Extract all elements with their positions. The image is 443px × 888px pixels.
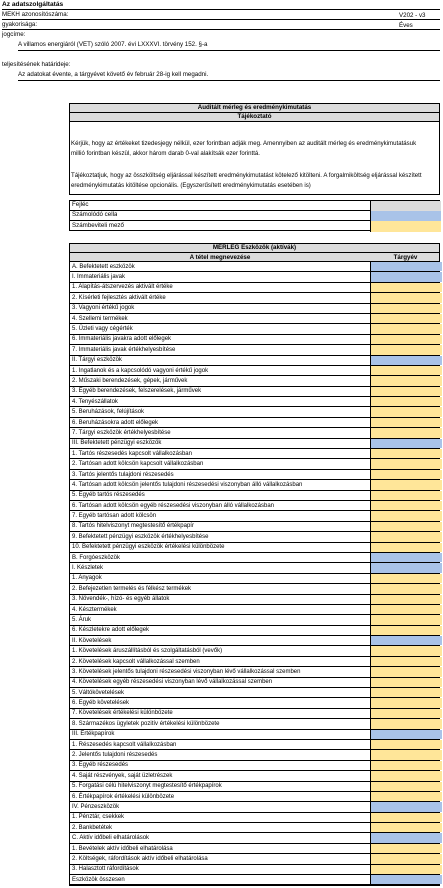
legend-header-label: Fejléc [72,201,89,209]
row-label: 7. Tárgyi eszközök értékhelyesbítése [72,429,171,436]
header-legal-text: A villamos energiáról (VET) szóló 2007. évi LXXXVI. törvény 152. §-a [18,41,440,51]
row-label: 5. Egyéb tartós részesedés [72,492,145,499]
row-label: 2. Bankbetétek [72,824,113,831]
table-row [70,574,439,584]
row-label: 2. Műszaki berendezések, gépek, járművek [72,377,188,384]
row-label: 2. Tartósan adott kölcsön kapcsolt vállalkozásban [72,461,204,468]
row-label: 5. Áruk [72,616,92,623]
header-legal-label: jogcíme: [2,31,26,39]
year-input-cell[interactable] [370,698,442,707]
row-label: I. Immateriális javak [72,274,126,281]
table-row [70,750,439,760]
table-row [70,480,439,490]
year-input-cell[interactable] [370,314,442,323]
year-input-cell[interactable] [370,459,442,468]
table-row [70,418,439,428]
year-computed-cell [370,262,442,271]
year-input-cell[interactable] [370,304,442,313]
year-input-cell[interactable] [370,449,442,458]
notice-paragraph-2: Tájékoztatjuk, hogy az összköltség eljárással készített eredménykimutatást kötelező kitölteni. A forgalmiköltség eljárással készített eredménykimutatás kitöltése opcionális. (Egyszerűsített eredménykimutatás esetében is) [71,172,422,189]
year-input-cell[interactable] [370,750,442,759]
table-row [70,875,439,885]
table-row [70,698,439,708]
year-input-cell[interactable] [370,584,442,593]
year-input-cell[interactable] [370,709,442,718]
year-input-cell[interactable] [370,428,442,437]
year-computed-cell [370,802,442,811]
year-input-cell[interactable] [370,740,442,749]
notice-subtitle: Tájékoztató [70,113,439,122]
row-label: 4. Saját részvények, saját üzletrészek [72,772,173,779]
row-label: C. Aktív időbeli elhatárolások [72,835,150,842]
table-row [70,501,439,511]
row-label: 4. Szellemi termékek [72,315,128,322]
table-row [70,761,439,771]
year-computed-cell [370,636,442,645]
row-label: III. Értékpapírok [72,731,115,738]
year-input-cell[interactable] [370,335,442,344]
table-row [70,595,439,605]
legend-computed-swatch [370,211,441,221]
table-row [70,667,439,677]
year-input-cell[interactable] [370,688,442,697]
year-input-cell[interactable] [370,293,442,302]
year-input-cell[interactable] [370,480,442,489]
table-row [70,678,439,688]
header-freq-value: Éves [399,21,413,29]
row-label: 1. Tartós részesedés kapcsolt vállalkozásban [72,450,192,457]
header-deadline-text: Az adatokat évente, a tárgyévet követő év február 28-ig kell megadni. [18,71,440,81]
legend-computed-row [70,211,439,221]
table-row [70,304,439,314]
year-computed-cell [370,563,442,572]
row-label: 3. Egyéb berendezések, felszerelések, járművek [72,388,202,395]
year-input-cell[interactable] [370,813,442,822]
table-row [70,740,439,750]
year-input-cell[interactable] [370,522,442,531]
row-label: II. Tárgyi eszközök [72,357,122,364]
header-freq-label: gyakorisága: [2,20,38,28]
header-freq-row [2,21,440,30]
table-row [70,813,439,823]
year-input-cell[interactable] [370,605,442,614]
year-computed-cell [370,272,442,281]
table-row [70,397,439,407]
row-label: 7. Követelések értékelési különbözete [72,710,173,717]
legend-header-row [70,201,439,211]
table-row [70,782,439,792]
year-input-cell[interactable] [370,761,442,770]
table-row [70,833,439,843]
legend-computed-label: Számolódó cella [72,211,118,219]
year-computed-cell [370,875,442,884]
table-row [70,563,439,573]
notice-box [69,103,440,195]
row-label: 3. Növendék-, hízó- és egyéb állatok [72,596,170,603]
year-input-cell[interactable] [370,595,442,604]
row-label: 1. Anyagok [72,575,102,582]
table-row [70,854,439,864]
row-label: 10. Befektetett pénzügyi eszközök értékelési különbözete [72,544,225,551]
table-row [70,553,439,563]
form-header [0,0,443,100]
balance-rows [70,262,439,885]
row-label: 4. Tenyészállatok [72,398,118,405]
row-label: 6. Immateriális javakra adott előlegek [72,336,172,343]
table-row [70,584,439,594]
row-label: III. Befektetett pénzügyi eszközök [72,440,162,447]
row-label: 5. Beruházások, felújítások [72,409,145,416]
table-row [70,709,439,719]
row-label: 3. Halasztott ráfordítások [72,866,139,873]
row-label: II. Követelések [72,637,112,644]
column-header-name: A tétel megnevezése [189,253,251,261]
row-label: 4. Késztermékek [72,606,117,613]
year-input-cell[interactable] [370,376,442,385]
row-label: 4. Tartósan adott kölcsön jelentős tulajdoni részesedési viszonyban álló vállalkozásban [72,481,303,488]
row-label: B. Forgóeszközök [72,554,121,561]
year-computed-cell [370,356,442,365]
row-label: 6. Értékpapírok értékelési különbözete [72,793,175,800]
table-row [70,439,439,449]
table-row [70,314,439,324]
legend-input-swatch [370,221,441,232]
row-label: Eszközök összesen [72,876,125,883]
table-row [70,428,439,438]
row-label: 1. Részesedés kapcsolt vállalkozásban [72,741,177,748]
legend-header-swatch [370,201,441,211]
row-label: 6. Tartósan adott kölcsön egyéb részesedési viszonyban álló vállalkozásban [72,502,275,509]
table-row [70,283,439,293]
year-computed-cell [370,439,442,448]
balance-title: MÉRLEG Eszközök (aktívák) [70,244,439,253]
row-label: 2. Befejezetlen termelés és félkész termékek [72,585,192,592]
year-input-cell[interactable] [370,345,442,354]
year-input-cell[interactable] [370,865,442,874]
header-title: Az adatszolgáltatás [2,1,440,10]
table-row [70,646,439,656]
year-input-cell[interactable] [370,626,442,635]
table-row [70,771,439,781]
row-label: I. Készletek [72,565,104,572]
table-row [70,324,439,334]
table-row [70,543,439,553]
row-label: 6. Készletekre adott előlegek [72,627,150,634]
column-header-year: Tárgyév [393,253,418,261]
legend-box [69,200,440,231]
year-input-cell[interactable] [370,574,442,583]
year-input-cell[interactable] [370,646,442,655]
year-input-cell[interactable] [370,397,442,406]
table-row [70,376,439,386]
row-label: 1. Alapítás-átszervezés aktivált értéke [72,284,173,291]
table-row [70,459,439,469]
row-label: 2. Követelések kapcsolt vállalkozással szemben [72,658,200,665]
row-label: 3. Vagyoni értékű jogok [72,305,135,312]
row-label: 1. Követelések áruszállításból és szolgáltatásból (vevők) [72,648,223,655]
year-input-cell[interactable] [370,823,442,832]
year-input-cell[interactable] [370,854,442,863]
year-input-cell[interactable] [370,844,442,853]
row-label: 5. Forgatási célú hitelviszonyt megtestesítő értékpapírok [72,783,222,790]
year-input-cell[interactable] [370,283,442,292]
year-input-cell[interactable] [370,491,442,500]
year-input-cell[interactable] [370,387,442,396]
header-deadline-label: teljesítésének határideje: [2,61,71,69]
row-label: 8. Származékos ügyletek pozitív értékelési különbözete [72,720,220,727]
table-row [70,605,439,615]
row-label: 5. Üzleti vagy cégérték [72,326,133,333]
notice-paragraph-1: Kérjük, hogy az értékeket tizedesjegy nélkül, ezer forintban adják meg. Amennyiben az auditált mérleg és eredménykimutatásuk millió forintban készül, akkor három darab 0-val alakítsák ezer forinttá. [71,140,417,157]
table-row [70,511,439,521]
header-id-value: V202 - v3 [399,11,426,19]
table-row [70,293,439,303]
year-input-cell[interactable] [370,418,442,427]
table-row [70,366,439,376]
row-label: 1. Pénztár, csekkek [72,814,125,821]
year-input-cell[interactable] [370,615,442,624]
year-input-cell[interactable] [370,719,442,728]
row-label: 6. Egyéb követelések [72,700,130,707]
row-label: 2. Jelentős tulajdoni részesedés [72,752,158,759]
table-row [70,802,439,812]
table-row [70,335,439,345]
table-row [70,491,439,501]
table-row [70,262,439,272]
table-row [70,626,439,636]
row-label: 3. Tartós jelentős tulajdoni részesedés [72,471,174,478]
table-row [70,272,439,282]
year-input-cell[interactable] [370,511,442,520]
legend-input-label: Számbeviteli mező [72,221,124,229]
year-input-cell[interactable] [370,678,442,687]
row-label: 7. Egyéb tartósan adott kölcsön [72,513,157,520]
legend-input-row [70,221,439,231]
year-computed-cell [370,553,442,562]
row-label: 3. Követelések jelentős tulajdoni részesedési viszonyban lévő vállalkozással szemben [72,668,301,675]
table-row [70,636,439,646]
table-row [70,792,439,802]
table-row [70,844,439,854]
table-row [70,615,439,625]
year-input-cell[interactable] [370,792,442,801]
year-input-cell[interactable] [370,543,442,552]
table-row [70,387,439,397]
year-input-cell[interactable] [370,501,442,510]
table-row [70,407,439,417]
row-label: 9. Befektetett pénzügyi eszközök értékhelyesbítése [72,533,209,540]
row-label: IV. Pénzeszközök [72,804,120,810]
year-input-cell[interactable] [370,470,442,479]
year-input-cell[interactable] [370,657,442,666]
balance-column-headers [70,253,439,262]
row-label: 6. Beruházásokra adott előlegek [72,419,159,426]
table-row [70,865,439,875]
table-row [70,470,439,480]
year-input-cell[interactable] [370,366,442,375]
row-label: 5. Váltókövetelések [72,689,125,696]
row-label: 2. Költségek, ráfordítások aktív időbeli elhatárolása [72,855,208,862]
row-label: 2. Kísérleti fejlesztés aktivált értéke [72,294,166,301]
table-row [70,532,439,542]
row-label: 1. Ingatlanok és a kapcsolódó vagyoni értékű jogok [72,367,209,374]
table-row [70,522,439,532]
year-input-cell[interactable] [370,324,442,333]
table-row [70,719,439,729]
table-row [70,657,439,667]
row-label: 7. Immateriális javak értékhelyesbítése [72,346,176,353]
row-label: 4. Követelések egyéb részesedési viszonyban lévő vállalkozással szemben [72,679,273,686]
table-row [70,823,439,833]
header-id-row [2,11,440,20]
table-row [70,688,439,698]
year-input-cell[interactable] [370,782,442,791]
year-computed-cell [370,730,442,739]
table-row [70,449,439,459]
table-row [70,356,439,366]
header-id-label: MEKH azonosítószáma: [2,10,69,18]
year-input-cell[interactable] [370,407,442,416]
row-label: 8. Tartós hitelviszonyt megtestesítő értékpapír [72,523,194,530]
row-label: 3. Egyéb részesedés [72,762,129,769]
notice-title: Auditált mérleg és eredménykimutatás [70,104,439,113]
year-input-cell[interactable] [370,667,442,676]
year-input-cell[interactable] [370,771,442,780]
table-row [70,730,439,740]
table-row [70,345,439,355]
year-computed-cell [370,833,442,842]
balance-table [69,243,440,886]
year-input-cell[interactable] [370,532,442,541]
row-label: 1. Bevételek aktív időbeli elhatárolása [72,845,173,852]
row-label: A. Befektetett eszközök [72,263,135,270]
